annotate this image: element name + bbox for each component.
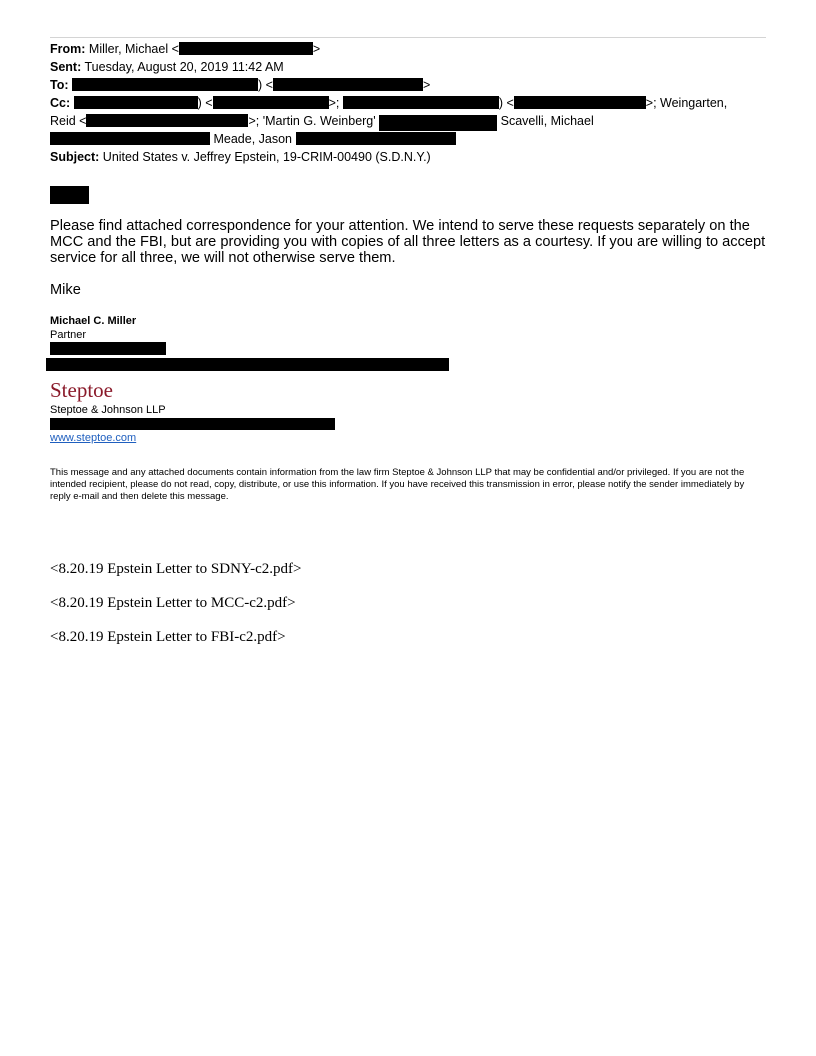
to-close: > (422, 78, 431, 92)
from-value: Miller, Michael < (88, 42, 179, 56)
redaction (379, 115, 497, 131)
redaction (343, 96, 499, 109)
cc-part-2: >; (328, 96, 340, 110)
signature-firm: Steptoe & Johnson LLP (50, 404, 166, 416)
subject-value: United States v. Jeffrey Epstein, 19-CRIM-00490 (S.D.N.Y.) (102, 150, 431, 164)
to-line (50, 76, 430, 94)
header-rule (50, 37, 766, 38)
body-closing: Mike (50, 282, 81, 298)
cc-line2-c: Scavelli, Michael (500, 114, 594, 128)
redaction (46, 358, 449, 371)
cc-line-3 (50, 130, 456, 148)
redaction (74, 96, 198, 109)
redaction (213, 96, 329, 109)
from-line (50, 40, 320, 58)
sent-label: Sent: (50, 60, 82, 74)
legal-disclaimer: This message and any attached documents contain information from the law firm Steptoe & Johnson LLP that may be confidential and/or privileged. If you are not the intended recipient, please do not read, copy, distribute, or use this information. If you have received this transmission in error, please notify the sender immediately by reply e-mail and then delete this message. (50, 467, 745, 502)
cc-part-3: ) < (498, 96, 514, 110)
signature-title: Partner (50, 329, 87, 341)
to-mid: ) < (258, 78, 273, 92)
cc-line3-a: Meade, Jason (213, 132, 293, 146)
sent-value: Tuesday, August 20, 2019 11:42 AM (84, 60, 284, 74)
signature-name: Michael C. Miller (50, 315, 137, 327)
cc-part-1: ) < (197, 96, 213, 110)
redaction (86, 114, 248, 127)
to-label: To: (50, 78, 69, 92)
attachment-item[interactable]: <8.20.19 Epstein Letter to MCC-c2.pdf> (50, 595, 296, 611)
attachment-item[interactable]: <8.20.19 Epstein Letter to FBI-c2.pdf> (50, 629, 286, 645)
subject-line (50, 148, 431, 166)
redaction (179, 42, 313, 55)
redaction (50, 418, 335, 430)
cc-line-2 (50, 112, 594, 131)
redaction (273, 78, 423, 91)
body-paragraph: Please find attached correspondence for your attention. We intend to serve these requests separately on the MCC and the FBI, but are providing you with copies of all three letters as a courtesy. If you are willing to accept service for all three, we will not otherwise serve them. (50, 218, 766, 266)
redaction (296, 132, 456, 145)
steptoe-logo: Steptoe (50, 378, 113, 402)
redaction (50, 132, 210, 145)
attachment-item[interactable]: <8.20.19 Epstein Letter to SDNY-c2.pdf> (50, 561, 302, 577)
cc-part-4: >; Weingarten, (645, 96, 728, 110)
sent-line (50, 58, 284, 76)
from-label: From: (50, 42, 86, 56)
website-link[interactable]: www.steptoe.com (50, 432, 137, 444)
cc-line2-a: Reid < (50, 114, 87, 128)
redaction (50, 186, 89, 204)
cc-label: Cc: (50, 96, 71, 110)
redaction (50, 342, 166, 355)
redaction (514, 96, 646, 109)
cc-line-1 (50, 94, 727, 112)
subject-label: Subject: (50, 150, 100, 164)
from-close: > (312, 42, 321, 56)
redaction (72, 78, 258, 91)
cc-line2-b: >; 'Martin G. Weinberg' (248, 114, 376, 128)
